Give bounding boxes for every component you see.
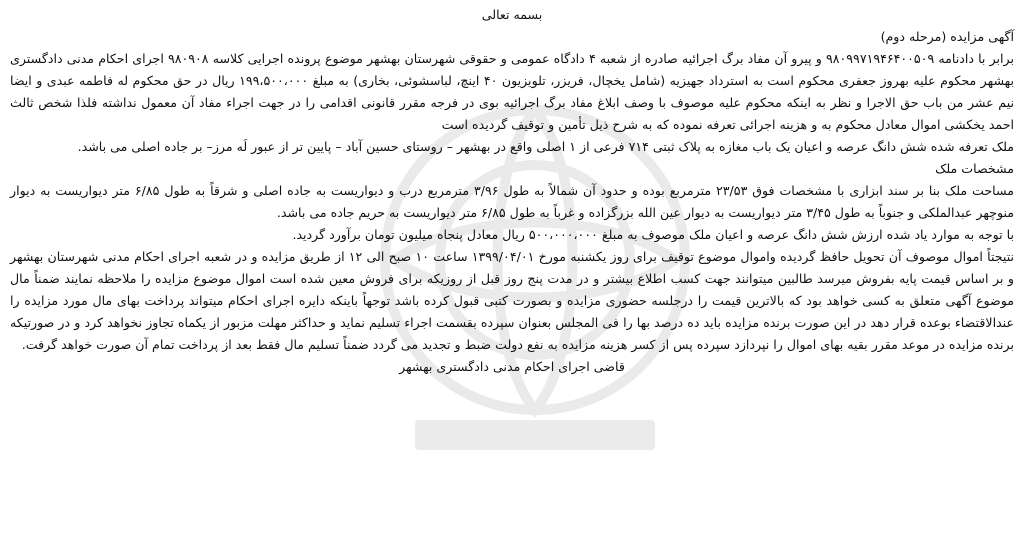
paragraph-dimensions: مساحت ملک بنا بر سند ابزاری با مشخصات فوق ۲۳/۵۳ مترمربع بوده و حدود آن شمالاً به طول ۳/۹۶ مترمربع درب و دیواریست به جاده اصلی و شرقاً به طول ۶/۸۵ متر دیواریست به دیوار منوچهر عبدالملکی و جنوباً به طول ۳/۴۵ متر دیواریست به دیوار عین الله بزرگزاده و غرباً به طول ۶/۸۵ متر دیواریست به حریم جاده می باشد. — [10, 183, 1014, 220]
section-title-property-specs: مشخصات ملک — [935, 161, 1014, 176]
notice-title: آگهی مزایده (مرحله دوم) — [880, 29, 1014, 44]
paragraph-property: ملک تعرفه شده شش دانگ عرصه و اعیان یک باب مغازه به پلاک ثبتی ۷۱۴ فرعی از ۱ اصلی واقع در بهشهر – روستای حسین آباد – پایین تر از عبور لَه مرز– بر جاده اصلی می باشد. — [77, 139, 1014, 154]
invocation-heading: بسمه تعالی — [481, 7, 543, 22]
paragraph-verdict: برابر با دادنامه ۹۸۰۹۹۷۱۹۴۶۴۰۰۵۰۹ و پیرو آن مفاد برگ اجرائیه صادره از شعبه ۴ دادگاه عمومی و حقوقی شهرستان بهشهر موضوع پرونده اجرایی کلاسه ۹۸۰۹۰۸ اجرای احکام مدنی دادگستری بهشهر محکوم علیه بهروز جعفری محکوم است به استرداد جهیزیه (شامل یخچال، فریزر، تلویزیون ۴۰ اینچ، لباسشوئی، بخاری) به مبلغ ۱۹۹،۵۰۰،۰۰۰ ریال در حق محکوم له فاطمه عبدی و ایضا نیم عشر من باب حق الاجرا و نظر به اینکه محکوم علیه موصوف با وصف ابلاغ مفاد برگ اجرائیه بوی در فرجه مقرر قانونی اقدامی را در جهت اجراء مفاد آن معمول نداشته فلذا شخص ثالث احمد یخکشی اموال معادل محکوم به و هزینه اجرائی تعرفه نموده که به شرح ذیل تأمین و توقیف گردیده است — [10, 51, 1014, 132]
paragraph-valuation: با توجه به موارد یاد شده ارزش شش دانگ عرصه و اعیان ملک موصوف به مبلغ ۵۰۰،۰۰۰،۰۰۰ ریال معادل پنجاه میلیون تومان برآورد گردید. — [292, 227, 1014, 242]
paragraph-auction-terms: نتیجتاً اموال موصوف آن تحویل حافظ گردیده واموال موضوع توقیف برای روز یکشنبه مورخ ۱۳۹۹/۰۴/۰۱ ساعت ۱۰ صبح الی ۱۲ از طریق مزایده و در شعبه اجرای احکام مدنی شهرستان بهشهر و بر اساس قیمت پایه بفروش میرسد طالبین میتوانند جهت کسب اطلاع بیشتر و در مدت پنج روز قبل از روزیکه برای فروش معین شده است اموال موضوع مزایده را ملاحظه نمایند ضمناً مال موضوع آگهی متعلق به کسی خواهد بود که بالاترین قیمت را درجلسه حضوری مزایده و بصورت کتبی قبول کرده باشد توجهاً باینکه دایره اجرای احکام میتواند پرداخت بهای مال مورد مزایده را عندالاقتضاء بوعده قرار دهد در این صورت برنده مزایده باید ده درصد بها را فی المجلس بعنوان سپرده بقسمت اجراء تسلیم نماید و حداکثر مهلت مزبور از یکماه تجاوز نخواهد کرد و در صورتیکه برنده مزایده در موعد مقرر بقیه بهای اموال را نپردازد سپرده پس از کسر هزینه مزایده به نفع دولت ضبط و تجدید می گردد ضمناً تسلیم مال فقط بعد از پرداخت تمام آن صورت خواهد گرفت. — [10, 249, 1015, 352]
auction-notice — [10, 4, 1014, 549]
signature-line: قاضی اجرای احکام مدنی دادگستری بهشهر — [399, 359, 625, 374]
